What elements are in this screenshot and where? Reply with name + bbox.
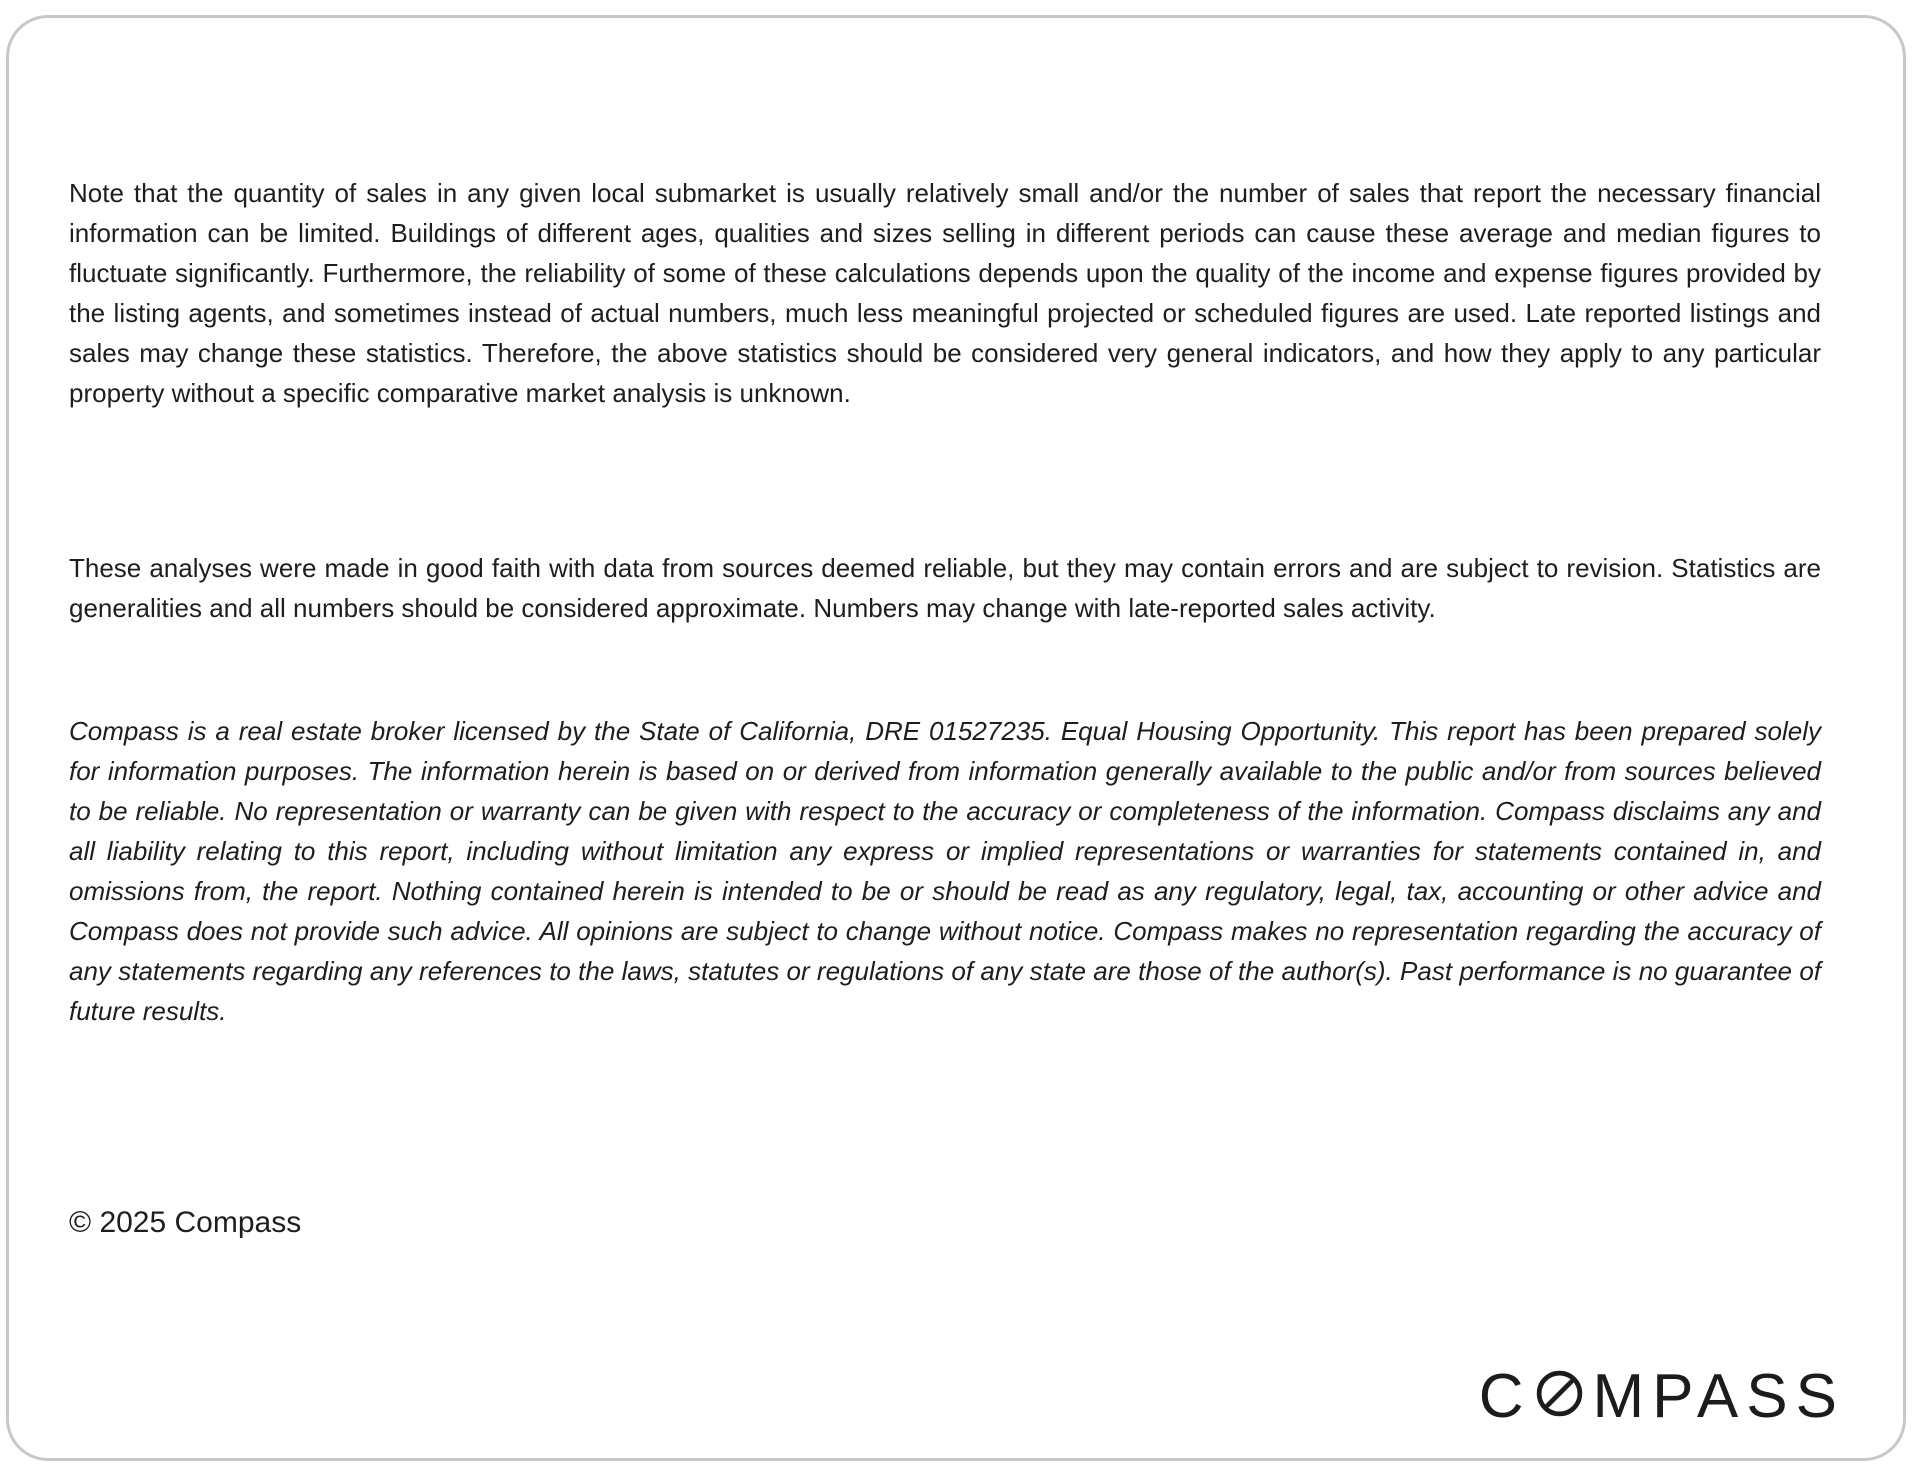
- paragraph-legal-disclaimer: Compass is a real estate broker licensed by the State of California, DRE 01527235. Equal Housing Opportunity. This report has been prepared solely for information purposes. The information herein is based on or derived from information generally available to the public and/or from sources believed to be reliable. No representation or warranty can be given with respect to the accuracy or completeness of the information. Compass disclaims any and all liability relating to this report, including without limitation any express or implied representations or warranties for statements contained in, and omissions from, the report. Nothing contained herein is intended to be or should be read as any regulatory, legal, tax, accounting or other advice and Compass does not provide such advice. All opinions are subject to change without notice. Compass makes no representation regarding the accuracy of any statements regarding any references to the laws, statutes or regulations of any state are those of the author(s). Past performance is no guarantee of future results.: [69, 716, 1821, 1026]
- copyright-text: © 2025 Compass: [69, 1206, 302, 1239]
- report-page-card: [6, 15, 1906, 1461]
- logo-letters-mpass: MPASS: [1592, 1362, 1845, 1431]
- paragraph-sales-note: Note that the quantity of sales in any given local submarket is usually relatively small and/or the number of sales that report the necessary financial information can be limited. Buildings of different ages, qualities and sizes selling in different periods can cause these average and median figures to fluctuate significantly. Furthermore, the reliability of some of these calculations depends upon the quality of the income and expense figures provided by the listing agents, and sometimes instead of actual numbers, much less meaningful projected or scheduled figures are used. Late reported listings and sales may change these statistics. Therefore, the above statistics should be considered very general indicators, and how they apply to any particular property without a specific comparative market analysis is unknown.: [69, 178, 1821, 408]
- compass-logo: [1478, 1362, 1845, 1431]
- paragraph-good-faith: These analyses were made in good faith with data from sources deemed reliable, but they may contain errors and are subject to revision. Statistics are generalities and all numbers should be considered approximate. Numbers may change with late-reported sales activity.: [69, 553, 1821, 623]
- logo-letter-c: C: [1478, 1362, 1532, 1431]
- compass-needle-o-icon: [1536, 1370, 1583, 1417]
